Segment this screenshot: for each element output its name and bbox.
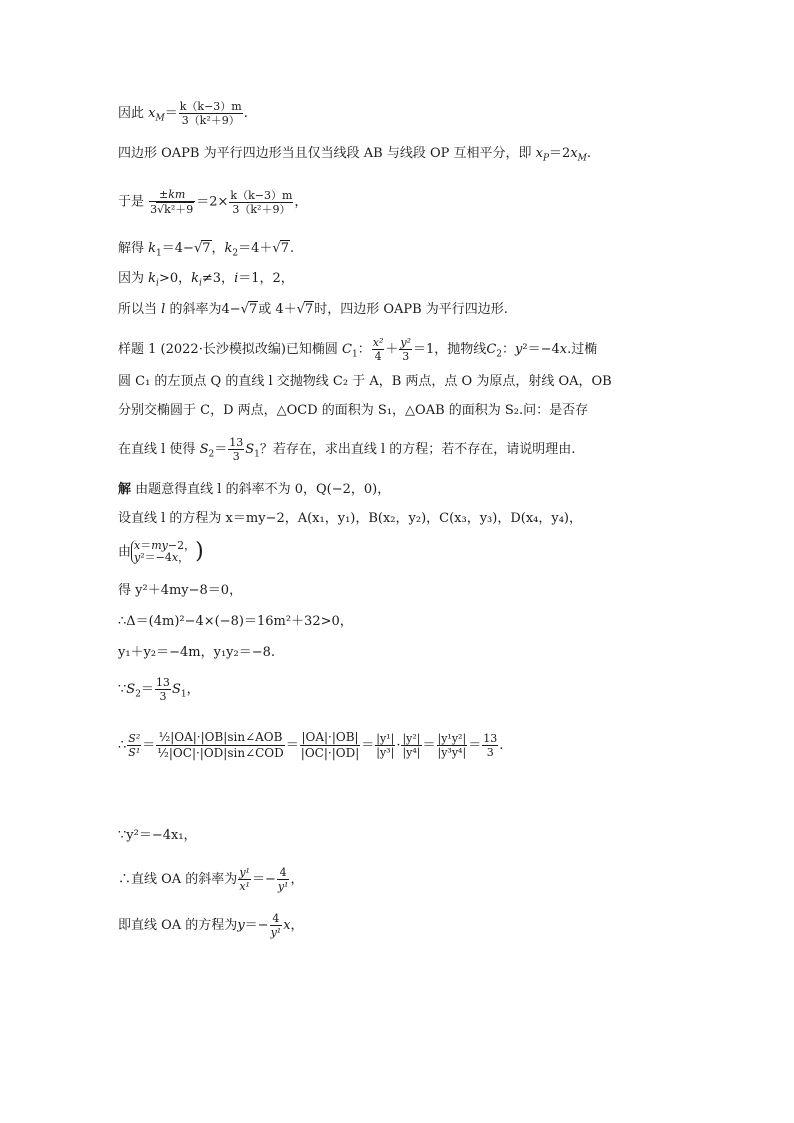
var-xm: $x_M$ xyxy=(148,106,165,124)
example-line-3: 分别交椭圆于 C，D 两点，△OCD 的面积为 S₁，△OAB 的面积为 S₂.问：是否存 xyxy=(118,403,589,418)
text-slope: 的斜率为 xyxy=(169,302,222,317)
text-slope-oa: ∴直线 OA 的斜率为 xyxy=(118,872,238,887)
solution-line-6: y₁＋y₂＝−4m，y₁y₂＝−8. xyxy=(118,645,276,660)
fraction-y1y2-y3y4: $\frac{\text{|y¹y²|}}{\text{|y³y⁴|}}$ xyxy=(437,732,467,759)
example-line-4: 在直线 l 使得 $S_2=$ $\frac{13}{3}$ $S_1$？若存在，求出直线 l 的方程；若不存在，请说明理由. xyxy=(118,436,576,463)
line-because: 因为 $k_i>0$，$k_i\ne 3$，i＝1，2， xyxy=(118,271,294,289)
solution-line-7: $\because S_2=$ $\frac{13}{3}$ $S_1$， xyxy=(118,676,200,703)
text-conclusion-end: 时，四边形 OAPB 为平行四边形. xyxy=(314,302,508,317)
line-xm: 因此 $x_M=$ $\frac{k(k-3)m}{\text{3（k²＋9）}}$ . xyxy=(118,100,248,127)
text-from: 由 xyxy=(118,544,132,560)
solution-line-5: ∴Δ＝(4m)²−4×(−8)＝16m²＋32>0， xyxy=(118,614,353,629)
fraction-4-y1-b: $\frac{4}{\text{y¹}}$ xyxy=(270,912,282,939)
text-solved: 解得 xyxy=(118,241,145,256)
text-so: 于是 xyxy=(118,194,145,210)
line-conclusion: 所以当 l 的斜率为4−√7或 4＋√7时，四边形 OAPB 为平行四边形. xyxy=(118,302,508,317)
text-therefore: 因此 xyxy=(118,106,145,121)
example-line-2: 圆 C₁ 的左顶点 Q 的直线 l 交抛物线 C₂ 于 A，B 两点，点 O 为原点，射线 OA，OB xyxy=(118,374,612,389)
fraction-x2-4: $\frac{\text{x²}}{4}$ xyxy=(372,336,384,363)
fraction-4-y1: $\frac{4}{\text{y¹}}$ xyxy=(277,866,289,893)
text-through: 过椭 xyxy=(571,342,598,357)
formula-xp: $x_P$ xyxy=(535,146,550,164)
system-brace: x＝my−2， y²＝−4x， xyxy=(131,540,195,564)
text-parabola: ，抛物线 xyxy=(434,342,487,357)
text-so-when: 所以当 xyxy=(118,302,158,317)
solution-ratio-line: ∴ $\frac{\text{S²}}{\text{S¹}}$ ＝ $\frac{\text{½|OA|·|OB|sin∠AOB}}{\text{½|OC|·|OD|sin∠COD}}$ ＝ $\frac{|OA|\cdot|OB|}{|OC|\cdot|OD|}$ ＝ $\frac{\text{|y¹|}}{\text{|y³|}}$ · $\frac{\text{|y²|}}{\text{|y⁴|}}$ ＝ $\frac{\text{|y¹y²|}}{\text{|y³y⁴|}}$ ＝ $\frac{13}{3}$ . xyxy=(118,730,504,760)
solution-label: 解 xyxy=(118,482,132,497)
fraction-y1-x1: $\frac{\text{y¹}}{\text{x¹}}$ xyxy=(239,866,250,893)
fraction-s2-s1: $\frac{\text{S²}}{\text{S¹}}$ xyxy=(128,732,141,759)
fraction-13-3-c: $\frac{13}{3}$ xyxy=(483,732,498,759)
fraction-y1-y3: $\frac{\text{|y¹|}}{\text{|y³|}}$ xyxy=(376,732,395,759)
example-line-1: 样题 1 (2022·长沙模拟改编)已知椭圆 $C_1$： $\frac{\text{x²}}{4}$ ＋ $\frac{\text{y²}}{3}$ ＝1，抛物线$C_2$：y²＝−4x.过椭 xyxy=(118,336,598,363)
solution-line-10: ∴直线 OA 的斜率为 $\frac{\text{y¹}}{\text{x¹}}$ ＝− $\frac{4}{\text{y¹}}$ ， xyxy=(118,866,304,893)
text-condition: 四边形 OAPB 为平行四边形当且仅当线段 AB 与线段 OP 互相平分，即 xyxy=(118,146,532,161)
text-since: ∵ xyxy=(118,682,127,697)
fraction-area-ratio: $\frac{\text{½|OA|·|OB|sin∠AOB}}{\text{½|OC|·|OD|sin∠COD}}$ xyxy=(157,730,284,760)
line-solutions: 解得 $k_1=4-√7$，$k_2=4+√7$. xyxy=(118,241,295,259)
text-exists: 在直线 l 使得 xyxy=(118,442,196,457)
fraction-13-3: $\frac{13}{3}$ xyxy=(229,436,244,463)
example-label: 样题 1 (2022·长沙模拟改编)已知椭圆 xyxy=(118,342,338,357)
line-parallelogram-condition: 四边形 OAPB 为平行四边形当且仅当线段 AB 与线段 OP 互相平分，即 $x_P=2x_M$. xyxy=(118,146,592,164)
solution-line-9: ∵y²＝−4x₁， xyxy=(118,828,197,843)
fraction-y2-3: $\frac{\text{y²}}{3}$ xyxy=(400,336,412,363)
fraction-length-ratio: $\frac{|OA|\cdot|OB|}{|OC|\cdot|OD|}$ xyxy=(300,730,360,760)
solution-line-4: 得 y²＋4my−8＝0， xyxy=(118,583,243,598)
fraction-xm: $\frac{k(k-3)m}{\text{3（k²＋9）}}$ xyxy=(179,100,242,127)
fraction-km: $\frac{\pm km}{\text{3√k²＋9}}$ xyxy=(150,188,194,216)
line-equation: 于是 $\frac{\pm km}{\text{3√k²＋9}}$ ＝2× $\frac{k(k-3)m}{\text{3（k²＋9）}}$ ， xyxy=(118,188,308,216)
solution-line-11: 即直线 OA 的方程为y＝− $\frac{4}{\text{y¹}}$ x， xyxy=(118,912,304,939)
fraction-rhs: $\frac{k(k-3)m}{\text{3（k²＋9）}}$ xyxy=(230,188,293,216)
text-because: 因为 xyxy=(118,271,145,286)
solution-line-2: 设直线 l 的方程为 x＝my−2，A(x₁，y₁)，B(x₂，y₂)，C(x₃，y₃)，D(x₄，y₄)， xyxy=(118,511,583,526)
text-equation-oa: 即直线 OA 的方程为 xyxy=(118,918,238,933)
text-question: ？若存在，求出直线 l 的方程；若不存在，请说明理由. xyxy=(259,442,576,457)
solution-line-3: 由 x＝my−2， y²＝−4x， ) xyxy=(118,539,204,564)
fraction-13-3-b: $\frac{13}{3}$ xyxy=(155,676,170,703)
solution-line-1 xyxy=(118,482,390,498)
fraction-y2-y4: $\frac{\text{|y²|}}{\text{|y⁴|}}$ xyxy=(402,732,421,759)
solution-text-1: 由题意得直线 l 的斜率不为 0，Q(−2，0)， xyxy=(135,482,391,497)
